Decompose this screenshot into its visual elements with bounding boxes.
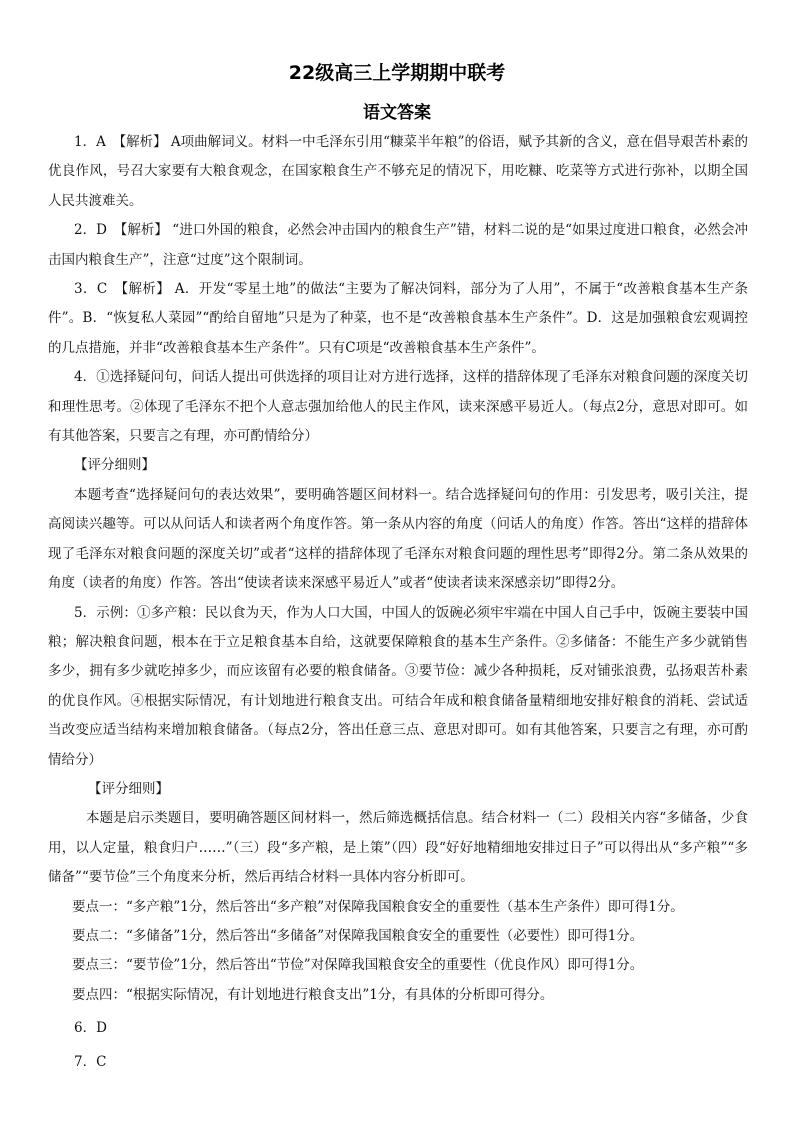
answer-q4: 4．①选择疑问句，问话人提出可供选择的项目让对方进行选择，这样的措辞体现了毛泽东对粮食问题的深度关切和理性思考。②体现了毛泽东不把个人意志强加给他人的民主作风，读来深感平易近人。（每点2分，意思对即可。如有其他答案，只要言之有理，亦可酌情给分）: [48, 369, 748, 445]
answer-q2: 2．D 【解析】 “进口外国的粮食，必然会冲击国内的粮食生产”错，材料二说的是“如果过度进口粮食，必然会冲击国内粮食生产”，注意“过度”这个限制词。: [48, 222, 748, 268]
answer-q1: 1．A 【解析】 A项曲解词义。材料一中毛泽东引用“糠菜半年粮”的俗语，赋予其新的含义，意在倡导艰苦朴素的优良作风，号召大家要有大粮食观念，在国家粮食生产不够充足的情况下，用吃糠、吃菜等方式进行弥补，以期全国人民共渡难关。: [48, 134, 748, 209]
answer-q6: 6．D: [74, 1020, 107, 1037]
scoring-rules-q5: 本题是启示类题目，要明确答题区间材料一，然后筛选概括信息。结合材料一（二）段相关内容“多储备，少食用，以人定量，粮食归户……”（三）段“多产粮，是上策”（四）段“好好地精细地安排过日子”可以得出从“多产粮”“多储备”“要节俭”三个角度来分析，然后再结合材料一具体内容分析即可。: [48, 810, 748, 886]
key-point-1: 要点一：“多产粮”1分，然后答出“多产粮”对保障我国粮食安全的重要性（基本生产条件）即可得1分。: [72, 898, 684, 915]
page-subtitle: 语文答案: [363, 103, 431, 123]
key-point-2: 要点二：“多储备”1分，然后答出“多储备”对保障我国粮食安全的重要性（必要性）即可得1分。: [72, 927, 644, 944]
scoring-rules-heading-q4: 【评分细则】: [74, 457, 155, 474]
key-point-3: 要点三：“要节俭”1分，然后答出“节俭”对保障我国粮食安全的重要性（优良作风）即可得1分。: [72, 957, 644, 974]
scoring-rules-q4: 本题考查“选择疑问句的表达效果”，要明确答题区间材料一。结合选择疑问句的作用：引发思考，吸引关注，提高阅读兴趣等。可以从问话人和读者两个角度作答。第一条从内容的角度（问话人的角度）作答。答出“这样的措辞体现了毛泽东对粮食问题的深度关切”或者“这样的措辞体现了毛泽东对粮食问题的理性思考”即得2分。第二条从效果的角度（读者的角度）作答。答出“使读者读来深感平易近人”或者“使读者读来深感亲切”即得2分。: [48, 486, 748, 592]
answer-q7: 7．C: [74, 1053, 107, 1070]
scoring-rules-heading-q5: 【评分细则】: [88, 780, 169, 797]
key-point-4: 要点四：“根据实际情况，有计划地进行粮食支出”1分，有具体的分析即可得分。: [72, 986, 554, 1003]
answer-q3: 3．C 【解析】 A．开发“零星土地”的做法“主要为了解决饲料，部分为了人用”，不属于“改善粮食基本生产条件”。B．“恢复私人菜园”“酌给自留地”只是为了种菜，也不是“改善粮食基本生产条件”。D．这是加强粮食宏观调控的几点措施，并非“改善粮食基本生产条件”。只有C项是“改善粮食基本生产条件”。: [48, 281, 748, 356]
answer-body: [48, 128, 748, 1077]
page-title: 22级高三上学期期中联考: [288, 62, 506, 84]
answer-q5: 5．示例：①多产粮：民以食为天，作为人口大国，中国人的饭碗必须牢牢端在中国人自己手中，饭碗主要装中国粮；解决粮食问题，根本在于立足粮食基本自给，这就要保障粮食的基本生产条件。②多储备：不能生产多少就销售多少，拥有多少就吃掉多少，而应该留有必要的粮食储备。③要节俭：减少各种损耗，反对铺张浪费，弘扬艰苦朴素的优良作风。④根据实际情况，有计划地进行粮食支出。可结合年成和粮食储备量精细地安排好粮食的消耗、尝试适当改变应适当结构来增加粮食储备。（每点2分，答出任意三点、意思对即可。如有其他答案，只要言之有理，亦可酌情给分）: [48, 604, 748, 768]
